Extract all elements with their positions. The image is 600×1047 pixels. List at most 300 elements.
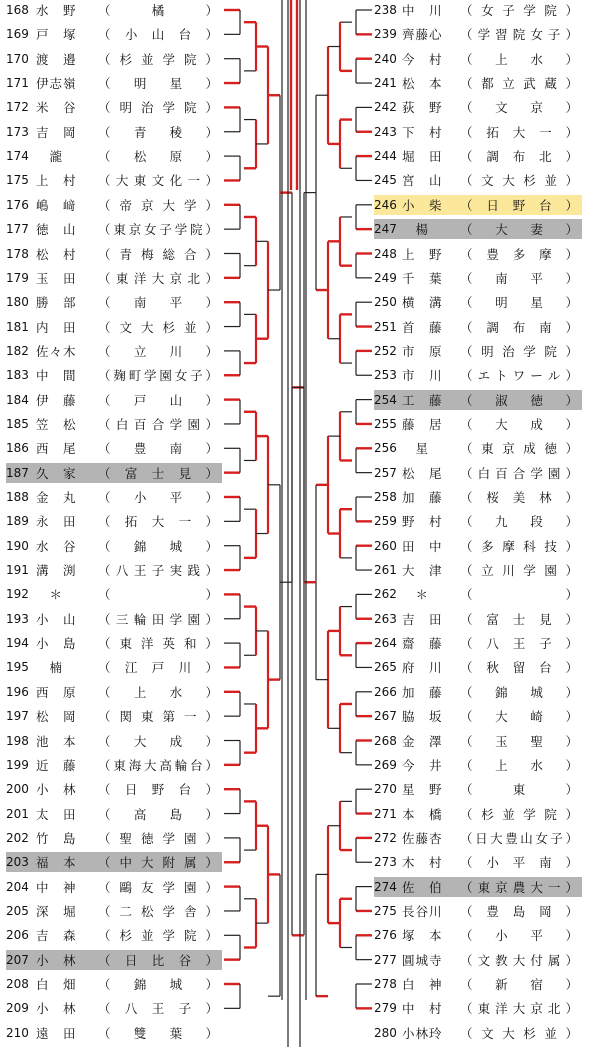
entry-name: 松 岡 <box>36 709 77 725</box>
entry-number: 168 <box>6 3 29 17</box>
entry-name: 内 田 <box>36 319 77 335</box>
entry-school: （ 日 大 豊 山 女 子 ） <box>460 830 578 846</box>
entry-number: 259 <box>374 514 397 529</box>
entry-name: 市 川 <box>402 368 443 384</box>
left-entry-row <box>6 706 222 726</box>
entry-name: 水 谷 <box>36 538 77 554</box>
entry-number: 278 <box>374 977 397 991</box>
entry-number: 251 <box>374 319 397 334</box>
entry-name: 白 神 <box>402 977 443 992</box>
entry-name: 脇 坂 <box>402 709 443 725</box>
entry-number: 242 <box>374 100 397 115</box>
right-entry-row <box>374 779 582 799</box>
entry-school: （ 文 京 ） <box>460 100 578 116</box>
entry-number: 180 <box>6 295 29 310</box>
entry-number: 182 <box>6 343 29 358</box>
entry-number: 252 <box>374 343 397 358</box>
entry-name: 白 畑 <box>36 977 77 992</box>
right-entry-row <box>374 706 582 726</box>
entry-school: （ 秋 留 台 ） <box>460 660 578 676</box>
left-entry-row <box>6 438 222 458</box>
left-entry-row <box>6 97 222 117</box>
right-entry-row <box>374 122 582 142</box>
entry-number: 172 <box>6 100 29 115</box>
entry-number: 265 <box>374 660 397 675</box>
entry-school: （ 小 平 ） <box>460 928 578 944</box>
entry-number: 258 <box>374 490 397 504</box>
entry-number: 188 <box>6 490 29 504</box>
left-entry-row <box>6 244 222 264</box>
entry-number: 186 <box>6 441 29 456</box>
entry-number: 275 <box>374 903 397 918</box>
right-entry-row <box>374 536 582 556</box>
entry-number: 266 <box>374 684 397 699</box>
entry-number: 246 <box>374 197 397 212</box>
entry-name: 久 家 <box>36 465 77 481</box>
entry-name: 金 丸 <box>36 490 77 505</box>
entry-number: 254 <box>374 392 397 407</box>
entry-school: （ 女 子 学 院 ） <box>460 3 578 18</box>
entry-school: （ 杉 並 学 院 ） <box>98 928 218 944</box>
entry-school: （ 立 川 学 園 ） <box>460 563 578 579</box>
entry-name: ＊ <box>36 587 64 603</box>
entry-name: 加 藤 <box>402 684 443 700</box>
entry-school: （ 鷗 友 学 園 ） <box>98 879 218 895</box>
entry-name: 千 葉 <box>402 270 443 286</box>
entry-school: （ 九 段 ） <box>460 514 578 530</box>
left-entry-row <box>6 219 222 239</box>
entry-name: 今 村 <box>402 51 443 67</box>
entry-number: 184 <box>6 392 29 407</box>
entry-name: 中 川 <box>402 3 443 18</box>
entry-number: 208 <box>6 977 29 991</box>
entry-number: 190 <box>6 538 29 553</box>
entry-school: （ 玉 聖 ） <box>460 733 578 749</box>
entry-school: （ 高 島 ） <box>98 806 218 822</box>
entry-name: 中 村 <box>402 1001 443 1017</box>
right-entry-row <box>374 365 582 385</box>
entry-name: 徳 山 <box>36 222 77 238</box>
entry-number: 177 <box>6 222 29 237</box>
right-entry-row <box>374 49 582 69</box>
entry-school: （ 橘 ） <box>98 3 218 18</box>
entry-school: （ 多 摩 科 技 ） <box>460 538 578 554</box>
entry-school: （ 小 山 台 ） <box>98 27 218 43</box>
entry-school: （ 雙 葉 ） <box>98 1025 218 1041</box>
entry-name: 中 神 <box>36 879 77 895</box>
entry-school: （ 中 大 附 属 ） <box>98 855 218 871</box>
entry-number: 173 <box>6 124 29 139</box>
entry-school: （ 明 星 ） <box>460 295 578 311</box>
entry-school: （ 豊 島 岡 ） <box>460 903 578 919</box>
entry-school: （ 都 立 武 蔵 ） <box>460 76 578 92</box>
entry-number: 271 <box>374 806 397 821</box>
entry-name: 松 尾 <box>402 465 443 481</box>
entry-number: 270 <box>374 782 397 797</box>
entry-school: （ 東 京 成 徳 ） <box>460 441 578 457</box>
entry-name: 宮 山 <box>402 173 443 189</box>
left-entry-row <box>6 195 222 215</box>
entry-school: （ 大 妻 ） <box>460 222 578 238</box>
right-entry-row <box>374 560 582 580</box>
entry-school: （ 二 松 学 舎 ） <box>98 903 218 919</box>
entry-number: 261 <box>374 563 397 578</box>
entry-number: 201 <box>6 806 29 821</box>
entry-name: 木 村 <box>402 855 443 871</box>
entry-name: 松 村 <box>36 246 77 262</box>
left-entry-row <box>6 292 222 312</box>
entry-name: 圓城寺 <box>402 952 443 968</box>
entry-name: 加 藤 <box>402 490 443 505</box>
entry-school: （ 江 戸 川 ） <box>98 660 218 676</box>
right-entry-row <box>374 414 582 434</box>
entry-number: 276 <box>374 928 397 943</box>
right-entry-row <box>374 901 582 921</box>
right-entry-row <box>374 804 582 824</box>
entry-school: （ 三 輪 田 学 園 ） <box>98 611 218 627</box>
entry-name: 嶋 﨑 <box>36 197 77 213</box>
entry-name: 遠 田 <box>36 1025 77 1041</box>
entry-school: （ 錦 城 ） <box>98 538 218 554</box>
right-entry-row <box>374 609 582 629</box>
entry-number: 192 <box>6 587 29 602</box>
entry-school: （ 上 水 ） <box>460 51 578 67</box>
right-entry-row <box>374 146 582 166</box>
entry-name: 太 田 <box>36 806 77 822</box>
left-entry-row <box>6 341 222 361</box>
entry-school: （ エ ト ワ ー ル ） <box>460 368 578 384</box>
left-entry-row <box>6 24 222 44</box>
entry-number: 197 <box>6 709 29 724</box>
entry-name: 吉 森 <box>36 928 77 944</box>
entry-name: 齋 藤 <box>402 636 443 652</box>
left-entry-row <box>6 487 222 507</box>
entry-name: 吉 岡 <box>36 124 77 140</box>
left-entry-row <box>6 511 222 531</box>
entry-school: （ 青 梅 総 合 ） <box>98 246 218 262</box>
entry-school: （ 明 星 ） <box>98 76 218 92</box>
entry-school: （ 拓 大 一 ） <box>460 124 578 140</box>
entry-school: （ 立 川 ） <box>98 343 218 359</box>
entry-name: 竹 島 <box>36 830 77 846</box>
left-entry-row <box>6 463 222 483</box>
entry-school: （ 東 洋 英 和 ） <box>98 636 218 652</box>
entry-school: （ 東 京 農 大 一 ） <box>460 879 578 895</box>
entry-school: （ 大 東 文 化 一 ） <box>98 173 218 189</box>
entry-name: 堀 田 <box>402 149 443 165</box>
left-entry-row <box>6 657 222 677</box>
left-entry-row <box>6 390 222 410</box>
entry-number: 279 <box>374 1001 397 1016</box>
right-entry-row <box>374 974 582 994</box>
left-entry-row <box>6 365 222 385</box>
entry-name: 首 藤 <box>402 319 443 335</box>
right-entry-row <box>374 998 582 1018</box>
right-entry-row <box>374 244 582 264</box>
entry-number: 256 <box>374 441 397 456</box>
left-entry-row <box>6 414 222 434</box>
entry-name: 西 原 <box>36 684 77 700</box>
left-entry-row <box>6 804 222 824</box>
right-entry-row <box>374 511 582 531</box>
left-entry-row <box>6 974 222 994</box>
entry-school: （ 関 東 第 一 ） <box>98 709 218 725</box>
entry-school: （ 富 士 見 ） <box>460 611 578 627</box>
right-entry-row <box>374 463 582 483</box>
left-entry-row <box>6 170 222 190</box>
entry-number: 195 <box>6 660 29 675</box>
entry-name: 玉 田 <box>36 270 77 286</box>
entry-school: （ 学 習 院 女 子 ） <box>460 27 578 43</box>
entry-name: 渡 邉 <box>36 51 77 67</box>
entry-number: 189 <box>6 514 29 529</box>
entry-name: 近 藤 <box>36 757 77 773</box>
left-entry-row <box>6 950 222 970</box>
left-entry-row <box>6 731 222 751</box>
entry-school: （ 錦 城 ） <box>460 684 578 700</box>
entry-number: 200 <box>6 782 29 797</box>
entry-number: 247 <box>374 222 397 237</box>
entry-school: （ 青 稜 ） <box>98 124 218 140</box>
entry-name: 深 堀 <box>36 903 77 919</box>
entry-name: 楊 <box>402 222 430 238</box>
entry-name: 吉 田 <box>402 611 443 627</box>
right-entry-row <box>374 170 582 190</box>
entry-name: 池 本 <box>36 733 77 749</box>
entry-name: ＊ <box>402 587 430 603</box>
entry-number: 255 <box>374 416 397 431</box>
left-entry-row <box>6 682 222 702</box>
entry-name: 塚 本 <box>402 928 443 944</box>
right-entry-row <box>374 657 582 677</box>
entry-name: 笠 松 <box>36 416 77 432</box>
right-entry-row <box>374 317 582 337</box>
entry-name: 瀧 <box>36 149 64 165</box>
entry-school: （ 豊 南 ） <box>98 441 218 457</box>
left-entry-row <box>6 146 222 166</box>
left-entry-row <box>6 317 222 337</box>
left-entry-row <box>6 877 222 897</box>
entry-name: 小林玲 <box>402 1025 443 1041</box>
entry-school: （ 明 治 学 院 ） <box>98 100 218 116</box>
left-entry-row <box>6 560 222 580</box>
entry-number: 181 <box>6 319 29 334</box>
entry-number: 185 <box>6 416 29 431</box>
entry-number: 183 <box>6 368 29 383</box>
entry-number: 199 <box>6 757 29 772</box>
entry-school: （ 文 大 杉 並 ） <box>460 173 578 189</box>
entry-number: 249 <box>374 270 397 285</box>
entry-number: 203 <box>6 855 29 870</box>
entry-number: 171 <box>6 76 29 91</box>
entry-name: 市 原 <box>402 343 443 359</box>
left-entry-row <box>6 779 222 799</box>
entry-number: 198 <box>6 733 29 748</box>
left-entry-row <box>6 998 222 1018</box>
entry-school: （ 大 成 ） <box>460 416 578 432</box>
entry-name: 金 澤 <box>402 733 443 749</box>
entry-name: 小 山 <box>36 611 77 627</box>
entry-school: （ 松 原 ） <box>98 149 218 165</box>
entry-number: 202 <box>6 830 29 845</box>
entry-school: （ 淑 徳 ） <box>460 392 578 408</box>
left-entry-row <box>6 0 222 20</box>
entry-name: 野 村 <box>402 514 443 530</box>
entry-name: 荻 野 <box>402 100 443 116</box>
right-entry-row <box>374 390 582 410</box>
entry-number: 239 <box>374 27 397 42</box>
right-entry-row <box>374 828 582 848</box>
right-entry-row <box>374 633 582 653</box>
entry-school: （ 調 布 北 ） <box>460 149 578 165</box>
entry-name: 小 林 <box>36 782 77 798</box>
entry-name: 戸 塚 <box>36 27 77 43</box>
entry-name: 水 野 <box>36 3 77 18</box>
right-entry-row <box>374 438 582 458</box>
entry-school: （ 麹 町 学 園 女 子 ） <box>98 368 218 384</box>
entry-name: 楠 <box>36 660 64 676</box>
left-entry-row <box>6 584 222 604</box>
right-entry-row <box>374 731 582 751</box>
entry-name: 佐々木 <box>36 343 77 359</box>
right-entry-row <box>374 97 582 117</box>
right-entry-row <box>374 73 582 93</box>
entry-name: 福 本 <box>36 855 77 871</box>
entry-number: 191 <box>6 563 29 578</box>
right-entry-row <box>374 682 582 702</box>
entry-school: （ 文 大 杉 並 ） <box>460 1025 578 1041</box>
right-entry-row <box>374 584 582 604</box>
entry-school: （ 南 平 ） <box>460 270 578 286</box>
entry-number: 174 <box>6 149 29 164</box>
entry-number: 269 <box>374 757 397 772</box>
entry-name: 星 <box>402 441 430 457</box>
entry-school: （ 小 平 南 ） <box>460 855 578 871</box>
entry-name: 小 林 <box>36 1001 77 1017</box>
entry-school: （ 上 水 ） <box>98 684 218 700</box>
entry-school: （ 南 平 ） <box>98 295 218 311</box>
entry-number: 273 <box>374 855 397 870</box>
entry-number: 241 <box>374 76 397 91</box>
entry-number: 187 <box>6 465 29 480</box>
left-entry-row <box>6 828 222 848</box>
entry-school: （ 大 崎 ） <box>460 709 578 725</box>
entry-number: 263 <box>374 611 397 626</box>
left-entry-row <box>6 633 222 653</box>
entry-number: 179 <box>6 270 29 285</box>
entry-school: （ 豊 多 摩 ） <box>460 246 578 262</box>
entry-number: 277 <box>374 952 397 967</box>
entry-name: 小 島 <box>36 636 77 652</box>
left-entry-row <box>6 268 222 288</box>
entry-school: （ 新 宿 ） <box>460 977 578 992</box>
entry-name: 松 本 <box>402 76 443 92</box>
entry-school: （ 八 王 子 ） <box>98 1001 218 1017</box>
entry-name: 伊志嶺 <box>36 76 77 92</box>
entry-name: 大 津 <box>402 563 443 579</box>
entry-name: 工 藤 <box>402 392 443 408</box>
left-entry-row <box>6 49 222 69</box>
entry-school: （ 小 平 ） <box>98 490 218 505</box>
entry-number: 264 <box>374 636 397 651</box>
entry-name: 小 柴 <box>402 197 443 213</box>
entry-school: （ 東 京 女 子 学 院 ） <box>98 222 218 238</box>
entry-number: 176 <box>6 197 29 212</box>
entry-name: 上 野 <box>402 246 443 262</box>
entry-name: 伊 藤 <box>36 392 77 408</box>
right-entry-row <box>374 219 582 239</box>
entry-name: 勝 部 <box>36 295 77 311</box>
entry-name: 永 田 <box>36 514 77 530</box>
entry-school: （ 錦 城 ） <box>98 977 218 992</box>
entry-number: 260 <box>374 538 397 553</box>
entry-school: （ 八 王 子 実 践 ） <box>98 563 218 579</box>
entry-number: 175 <box>6 173 29 188</box>
entry-number: 262 <box>374 587 397 602</box>
entry-school: （ 白 百 合 学 園 ） <box>460 465 578 481</box>
entry-number: 178 <box>6 246 29 261</box>
entry-number: 204 <box>6 879 29 894</box>
entry-number: 196 <box>6 684 29 699</box>
entry-number: 243 <box>374 124 397 139</box>
right-entry-row <box>374 195 582 215</box>
entry-name: 佐藤杏 <box>402 830 443 846</box>
entry-school: （ 東 洋 大 京 北 ） <box>460 1001 578 1017</box>
entry-number: 274 <box>374 879 397 894</box>
entry-number: 272 <box>374 830 397 845</box>
entry-school: （ 文 大 杉 並 ） <box>98 319 218 335</box>
right-entry-row <box>374 341 582 361</box>
entry-school: （ 日 野 台 ） <box>460 197 578 213</box>
entry-school: （ 戸 山 ） <box>98 392 218 408</box>
entry-name: 下 村 <box>402 124 443 140</box>
right-entry-row <box>374 755 582 775</box>
right-entry-row <box>374 925 582 945</box>
entry-name: 横 溝 <box>402 295 443 311</box>
entry-school: （ 大 成 ） <box>98 733 218 749</box>
entry-school: （ 富 士 見 ） <box>98 465 218 481</box>
entry-name: 長谷川 <box>402 903 443 919</box>
right-entry-row <box>374 950 582 970</box>
entry-name: 本 橋 <box>402 806 443 822</box>
entry-school: （ 日 比 谷 ） <box>98 952 218 968</box>
left-entry-row <box>6 925 222 945</box>
entry-number: 169 <box>6 27 29 42</box>
entry-number: 257 <box>374 465 397 480</box>
right-entry-row <box>374 852 582 872</box>
left-entry-row <box>6 1023 222 1043</box>
entry-number: 193 <box>6 611 29 626</box>
entry-number: 206 <box>6 928 29 943</box>
entry-number: 244 <box>374 149 397 164</box>
right-entry-row <box>374 268 582 288</box>
entry-number: 267 <box>374 709 397 724</box>
entry-name: 星 野 <box>402 782 443 798</box>
left-entry-row <box>6 536 222 556</box>
entry-name: 田 中 <box>402 538 443 554</box>
entry-name: 西 尾 <box>36 441 77 457</box>
entry-school: （ 調 布 南 ） <box>460 319 578 335</box>
entry-number: 240 <box>374 51 397 66</box>
entry-name: 小 林 <box>36 952 77 968</box>
entry-name: 今 井 <box>402 757 443 773</box>
left-entry-row <box>6 609 222 629</box>
entry-number: 210 <box>6 1025 29 1040</box>
entry-number: 170 <box>6 51 29 66</box>
entry-number: 238 <box>374 3 397 17</box>
entry-school: （ 杉 並 学 院 ） <box>460 806 578 822</box>
entry-name: 中 間 <box>36 368 77 384</box>
